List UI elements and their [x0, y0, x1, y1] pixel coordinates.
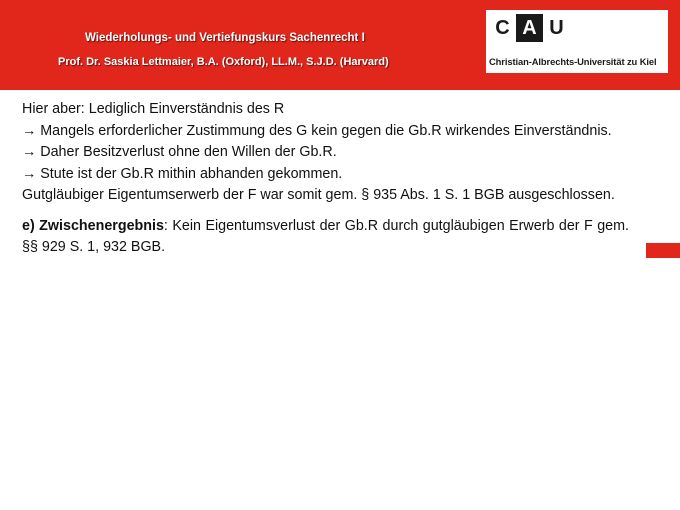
university-name: Christian-Albrechts-Universität zu Kiel: [489, 56, 657, 67]
slide-body: [22, 99, 629, 259]
interim-result: [22, 216, 629, 259]
header-banner: [0, 0, 680, 90]
logo-letter-a: A: [516, 14, 543, 42]
interim-result-label: e) Zwischenergebnis: [22, 217, 164, 234]
logo-letter-c: C: [489, 14, 516, 42]
lecturer-name: Prof. Dr. Saskia Lettmaier, B.A. (Oxford), LL.M., S.J.D. (Harvard): [58, 56, 389, 68]
university-logo: [486, 10, 668, 73]
body-line: Gutgläubiger Eigentumserwerb der F war somit gem. § 935 Abs. 1 S. 1 BGB ausgeschlossen.: [22, 187, 615, 203]
slide-marker-bar: [646, 243, 680, 258]
body-line: → Daher Besitzverlust ohne den Willen der Gb.R.: [22, 144, 337, 160]
body-line: Hier aber: Lediglich Einverständnis des R: [22, 101, 285, 117]
body-line: → Mangels erforderlicher Zustimmung des G kein gegen die Gb.R wirkendes Einverständnis.: [22, 122, 612, 139]
interim-result-text: : Kein Eigentumsverlust der Gb.R durch gutgläubigen Erwerb der F gem. §§ 929 S. 1, 932 BGB.: [22, 217, 629, 255]
logo-letter-u: U: [543, 14, 570, 42]
body-line: → Stute ist der Gb.R mithin abhanden gekommen.: [22, 165, 343, 182]
logo-letters: [489, 14, 570, 42]
course-title: Wiederholungs- und Vertiefungskurs Sachenrecht I: [85, 32, 365, 44]
